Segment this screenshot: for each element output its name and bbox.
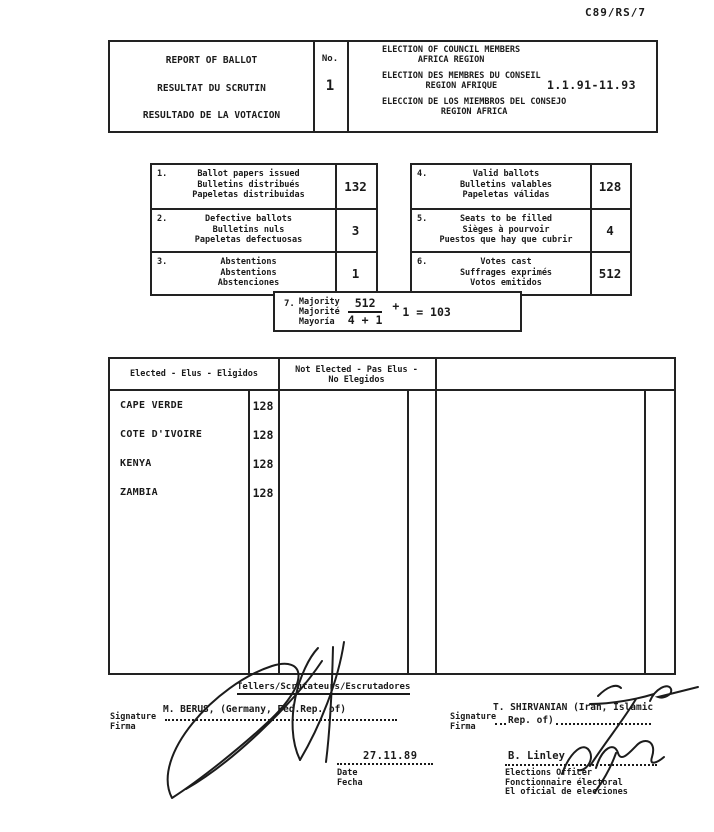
- results-subdivider-2: [407, 391, 409, 673]
- stat-labels: Votes cast Suffrages exprimés Votos emitidos: [459, 257, 553, 288]
- majority-equation: + 1 = 103: [392, 298, 451, 319]
- country-votes: 128: [252, 486, 274, 500]
- election-title-en: [382, 46, 520, 65]
- election-fr-line1: ELECTION DES MEMBRES DU CONSEIL: [382, 71, 541, 81]
- election-en-line2: AFRICA REGION: [417, 54, 485, 65]
- election-title-es: [382, 98, 566, 117]
- election-en-line1: ELECTION OF COUNCIL MEMBERS: [382, 45, 521, 55]
- stat-row-defective-ballots: [152, 208, 376, 251]
- title-en: REPORT OF BALLOT: [165, 55, 258, 66]
- header-table: [108, 40, 658, 133]
- results-header-divider-1: [278, 359, 280, 389]
- stat-row-abstentions: [152, 251, 376, 294]
- fraction-numerator: 512: [348, 297, 383, 313]
- date-label: Date Fecha: [337, 768, 363, 788]
- stat-labels: Seats to be filled Sièges à pourvoir Puestos que hay que cubrir: [439, 214, 573, 245]
- teller-right-name-line1: T. SHIRVANIAN (Iran, Islamic: [493, 702, 654, 713]
- tellers-heading: Tellers/Scrutateurs/Escrutadores: [237, 682, 410, 695]
- election-es-line2: REGION AFRICA: [440, 106, 508, 117]
- header-election-cell: [347, 46, 566, 124]
- date-value: 27.11.89: [363, 750, 418, 762]
- date-dotted-line: [337, 755, 433, 765]
- ballot-no-value: 1: [325, 78, 335, 94]
- country-votes: 128: [252, 428, 274, 442]
- stat-value: 512: [598, 266, 622, 281]
- majority-number: 7.: [284, 299, 295, 309]
- stats-table-left: [150, 163, 378, 296]
- majority-fraction: [348, 297, 383, 327]
- election-fr-line2: REGION AFRIQUE: [425, 80, 498, 91]
- officer-dotted-line: [505, 756, 657, 766]
- right-flourish-mark: [598, 686, 621, 696]
- stat-number: 1.: [157, 169, 168, 179]
- country-votes: 128: [252, 457, 274, 471]
- results-subdivider-3: [644, 391, 646, 673]
- elections-officer-name: B. Linley: [508, 750, 565, 762]
- stat-number: 2.: [157, 214, 168, 224]
- header-number-cell: [313, 42, 347, 131]
- header-title-cell: [110, 42, 313, 131]
- ballot-no-label: No.: [321, 54, 339, 64]
- elections-officer-label: Elections Officer Fonctionnaire électoral El oficial de elecciones: [505, 768, 628, 797]
- country-name: KENYA: [120, 458, 152, 469]
- right-flourish-mark: [650, 686, 698, 701]
- signature-dotted-line-right-b: [556, 717, 651, 725]
- signature-label-left: Signature Firma: [110, 712, 157, 732]
- results-table: [108, 357, 676, 675]
- signature-label-right: Signature Firma: [450, 712, 497, 732]
- stat-labels: Ballot papers issued Bulletins distribués Papeletas distribuidas: [192, 169, 305, 200]
- signature-dotted-line-left: [165, 712, 397, 721]
- stat-number: 5.: [417, 214, 428, 224]
- teller-left-name: M. BERUS, (Germany, Fed.Rep. of): [163, 704, 347, 715]
- elected-row-cape-verde: [110, 397, 278, 419]
- country-votes: 128: [252, 399, 274, 413]
- elected-column-header: Elected - Elus - Eligidos: [130, 369, 258, 379]
- country-name: ZAMBIA: [120, 487, 158, 498]
- left-signature-scrawl: [186, 661, 322, 789]
- stat-value: 132: [344, 179, 367, 194]
- elected-row-kenya: [110, 455, 278, 477]
- results-header-divider-2: [435, 359, 437, 389]
- not-elected-column-header: Not Elected - Pas Elus - No Elegidos: [295, 365, 418, 385]
- signature-dotted-line-right-a: [495, 717, 506, 725]
- results-header-row: [110, 359, 674, 391]
- stats-table-right: [410, 163, 632, 296]
- stat-labels: Valid ballots Bulletins valables Papeletas válidas: [459, 169, 553, 200]
- results-column-divider-2: [435, 391, 437, 673]
- stat-value: 1: [351, 266, 360, 281]
- election-title-fr: [382, 72, 541, 91]
- stat-value: 4: [606, 223, 614, 238]
- country-name: COTE D'IVOIRE: [120, 429, 203, 440]
- elected-row-cote-divoire: [110, 426, 278, 448]
- title-es: RESULTADO DE LA VOTACION: [142, 110, 281, 121]
- elected-row-zambia: [110, 484, 278, 506]
- document-reference: C89/RS/7: [585, 6, 646, 19]
- stat-labels: Abstentions Abstentions Abstenciones: [217, 257, 280, 288]
- country-name: CAPE VERDE: [120, 400, 184, 411]
- stat-row-votes-cast: [412, 251, 630, 294]
- title-fr: RESULTAT DU SCRUTIN: [157, 83, 266, 94]
- stat-row-seats-to-be-filled: [412, 208, 630, 251]
- stat-number: 3.: [157, 257, 168, 267]
- stat-number: 4.: [417, 169, 428, 179]
- stat-row-valid-ballots: [412, 165, 630, 208]
- stat-labels: Defective ballots Bulletins nuls Papeletas defectuosas: [194, 214, 303, 245]
- election-es-line1: ELECCION DE LOS MIEMBROS DEL CONSEJO: [382, 97, 567, 107]
- stat-number: 6.: [417, 257, 428, 267]
- results-body: [110, 391, 674, 673]
- majority-box: [273, 291, 522, 332]
- stat-value: 128: [598, 179, 622, 194]
- majority-labels: Majority Majorité Mayoría: [298, 296, 340, 327]
- stat-row-ballot-papers-issued: [152, 165, 376, 208]
- teller-right-name-line2: Rep. of): [508, 715, 554, 726]
- fraction-denominator: 4 + 1: [347, 312, 383, 327]
- council-term: 1.1.91-11.93: [547, 78, 637, 92]
- stat-value: 3: [351, 223, 360, 238]
- results-column-divider-1: [278, 391, 280, 673]
